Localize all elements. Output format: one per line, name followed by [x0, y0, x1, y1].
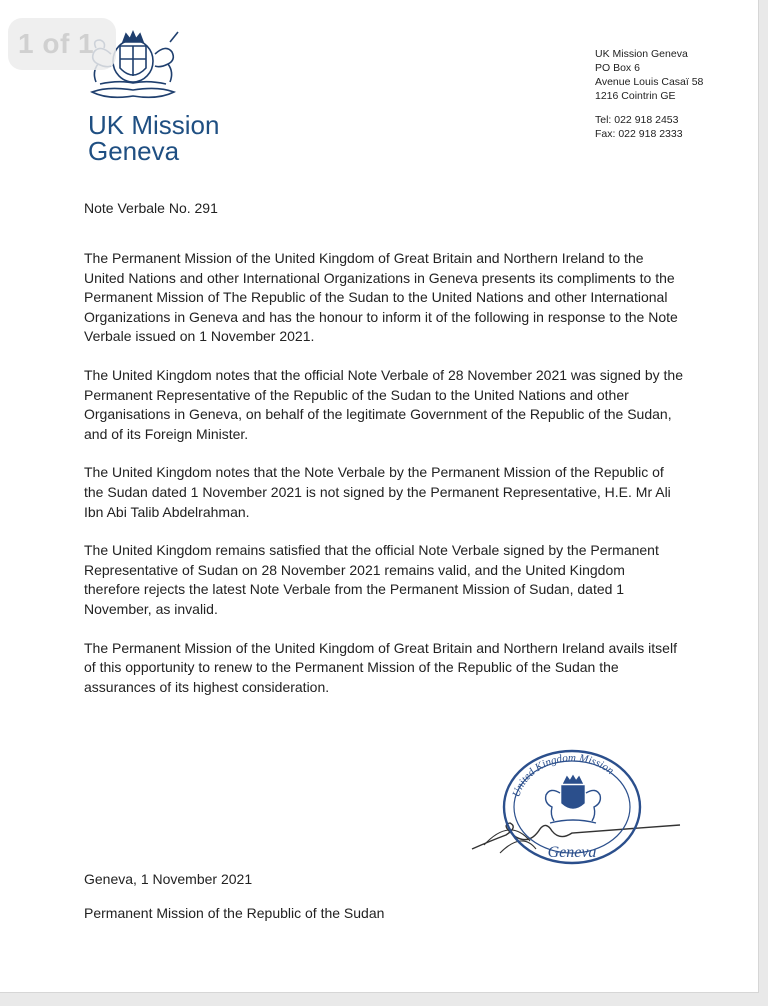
mission-address-block	[595, 47, 703, 141]
body-paragraph: The United Kingdom notes that the official Note Verbale of 28 November 2021 was signed by the Permanent Representative of the Republic of the Sudan to the United Nations and other Organisations in Geneva, on behalf of the legitimate Government of the Republic of the Sudan, and of its Foreign Minister.	[84, 366, 683, 442]
address-line: Avenue Louis Casaï 58	[595, 76, 704, 88]
logo-line-2: Geneva	[88, 136, 180, 166]
stamp-top-text: United Kingdom Mission	[510, 751, 616, 799]
note-verbale-number: Note Verbale No. 291	[84, 200, 218, 216]
stamp-bottom-text: Geneva	[547, 844, 597, 861]
address-line: PO Box 6	[595, 62, 640, 74]
logo-line-1: UK Mission	[88, 110, 220, 140]
fax: Fax: 022 918 2333	[595, 128, 683, 140]
body-paragraph: The United Kingdom notes that the Note Verbale by the Permanent Mission of the Republic of the Sudan dated 1 November 2021 is not signed by the Permanent Representative, H.E. Mr Ali Ibn Abi Talib Abdelrahman.	[84, 464, 671, 520]
place-and-date: Geneva, 1 November 2021	[84, 871, 253, 887]
addressee: Permanent Mission of the Republic of the Sudan	[84, 905, 385, 921]
address-line: UK Mission Geneva	[595, 48, 688, 60]
page-counter-badge: 1 of 1	[8, 18, 116, 70]
body-paragraph: The United Kingdom remains satisfied that the official Note Verbale signed by the Permanent Representative of Sudan on 28 November 2021 remains valid, and the United Kingdom therefore rejects the latest Note Verbale from the Permanent Mission of Sudan, dated 1 November, as invalid.	[84, 542, 659, 617]
telephone: Tel: 022 918 2453	[595, 114, 679, 126]
official-stamp	[470, 745, 700, 865]
mission-logo-text	[88, 112, 219, 164]
body-paragraph: The Permanent Mission of the United Kingdom of Great Britain and Northern Ireland avails itself of this opportunity to renew to the Permanent Mission of the Republic of the Sudan the assurances of its highest consideration.	[84, 639, 677, 695]
address-line: 1216 Cointrin GE	[595, 90, 676, 102]
letter-body	[84, 249, 684, 716]
body-paragraph: The Permanent Mission of the United Kingdom of Great Britain and Northern Ireland to the United Nations and other International Organizations in Geneva presents its compliments to the Permanent Mission of The Republic of the Sudan to the United Nations and other International Organizations in Geneva and has the honour to inform it of the following in response to the Note Verbale issued on 1 November 2021.	[84, 250, 678, 345]
